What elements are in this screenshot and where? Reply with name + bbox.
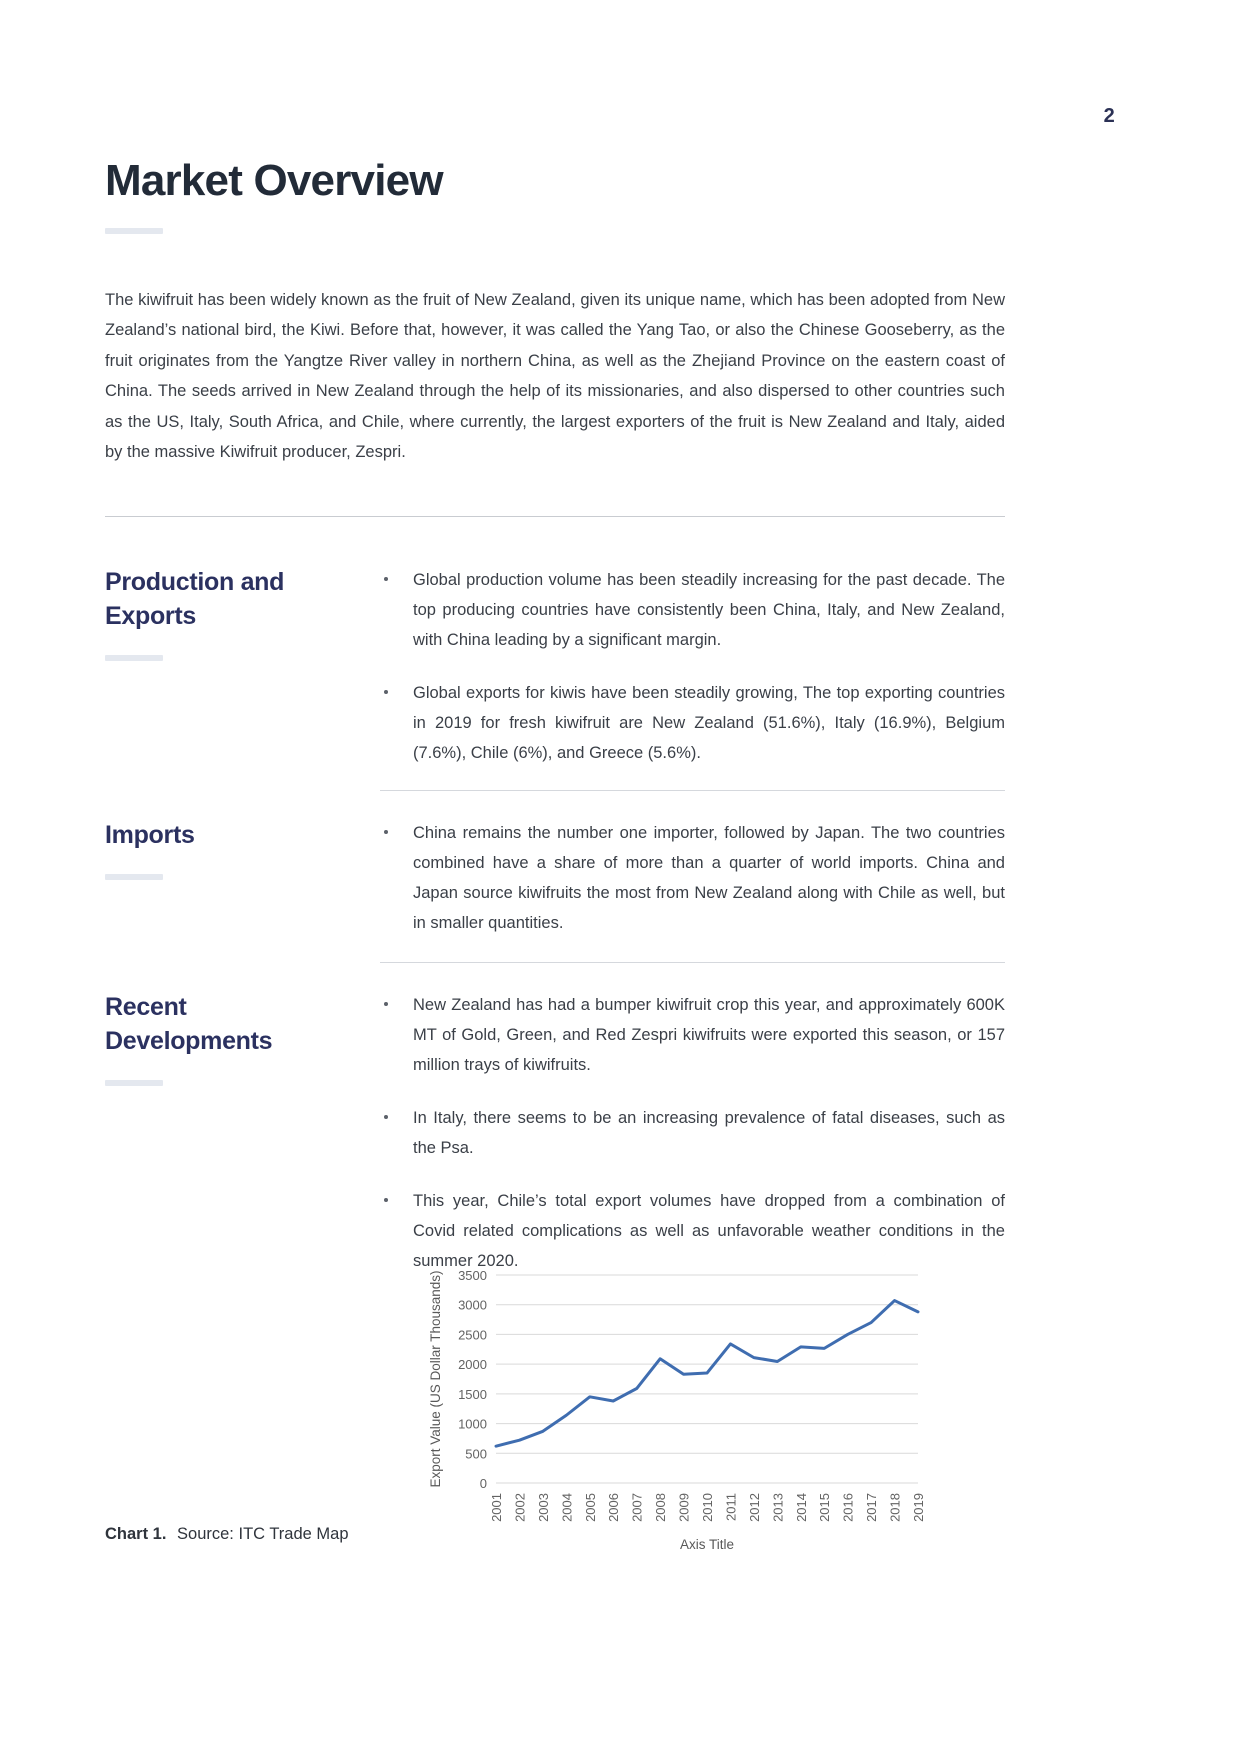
bullet-dot-icon: [384, 577, 388, 581]
list-item: [380, 678, 1005, 768]
section-divider-imports: [380, 790, 1005, 791]
list-item-text: This year, Chile’s total export volumes have dropped from a combination of Covid related complications as well as unfavorable weather conditions in the summer 2020.: [413, 1192, 1005, 1270]
section-heading-block: [105, 565, 360, 661]
section-heading-label: Recent Developments: [105, 993, 273, 1055]
section-body: [380, 818, 1005, 938]
list-item-text: Global exports for kiwis have been steadily growing, The top exporting countries in 2019 for fresh kiwifruit are New Zealand (51.6%), Italy (16.9%), Belgium (7.6%), Chile (6%), and Greece (5.6%).: [413, 684, 1005, 762]
chart-x-tick-label: 2010: [700, 1493, 715, 1522]
section-underline-rule: [105, 1080, 163, 1086]
chart-caption-source: Source: ITC Trade Map: [177, 1525, 349, 1543]
bullet-dot-icon: [384, 1115, 388, 1119]
bullet-dot-icon: [384, 1002, 388, 1006]
section-divider-top: [105, 516, 1005, 517]
page-number: 2: [1103, 105, 1115, 127]
section-divider-recent: [380, 962, 1005, 963]
section-body: [380, 565, 1005, 768]
bullet-dot-icon: [384, 690, 388, 694]
intro-paragraph: The kiwifruit has been widely known as the fruit of New Zealand, given its unique name, which has been adopted from New Zealand’s national bird, the Kiwi. Before that, however, it was called the Yang Tao, or also the Chinese Gooseberry, as the fruit originates from the Yangtze River valley in northern China, as well as the Zhejiand Province on the eastern coast of China. The seeds arrived in New Zealand through the help of its missionaries, and also dispersed to other countries such as the US, Italy, South Africa, and Chile, where currently, the largest exporters of the fruit is New Zealand and Italy, aided by the massive Kiwifruit producer, Zespri.: [105, 290, 1005, 461]
list-item-text: China remains the number one importer, followed by Japan. The two countries combined have a share of more than a quarter of world imports. China and Japan source kiwifruits the most from New Zealand along with Chile as well, but in smaller quantities.: [413, 824, 1005, 932]
title-underline-rule: [105, 228, 163, 234]
bullet-dot-icon: [384, 1198, 388, 1202]
chart-x-tick-label: 2012: [746, 1493, 762, 1522]
page-title: Market Overview: [105, 156, 443, 206]
list-item: [380, 990, 1005, 1080]
section-heading-block: [105, 818, 360, 880]
chart-series-line: [496, 1301, 918, 1447]
chart-x-tick-label: 2008: [653, 1493, 669, 1522]
section-underline-rule: [105, 874, 163, 880]
chart-y-tick-label: 2500: [458, 1327, 487, 1343]
chart-x-tick-label: 2001: [489, 1493, 504, 1522]
chart-x-tick-label: 2003: [535, 1493, 551, 1522]
list-item-text: In Italy, there seems to be an increasing prevalence of fatal diseases, such as the Psa.: [413, 1109, 1005, 1157]
chart-caption-label: Chart 1.: [105, 1525, 167, 1543]
chart-y-tick-label: 0: [479, 1476, 487, 1491]
chart-x-tick-label: 2014: [793, 1493, 809, 1522]
list-item-text: New Zealand has had a bumper kiwifruit crop this year, and approximately 600K MT of Gold, Green, and Red Zespri kiwifruits were exported this season, or 157 million trays of kiwifruits.: [413, 996, 1005, 1074]
bullet-list: [380, 565, 1005, 768]
chart-caption: [105, 1525, 349, 1544]
section-heading-label: Imports: [105, 821, 195, 849]
chart-x-tick-label: 2002: [512, 1493, 528, 1522]
section-heading-label: Production and Exports: [105, 568, 285, 630]
section-heading-block: [105, 990, 360, 1086]
chart-x-tick-label: 2019: [911, 1493, 926, 1522]
chart-x-tick-label: 2016: [840, 1493, 856, 1522]
chart-x-tick-label: 2007: [629, 1493, 645, 1522]
list-item: [380, 565, 1005, 655]
bullet-list: [380, 818, 1005, 938]
chart-x-tick-label: 2015: [817, 1493, 833, 1522]
bullet-dot-icon: [384, 830, 388, 834]
section-underline-rule: [105, 655, 163, 661]
chart-y-tick-label: 2000: [458, 1357, 487, 1373]
chart-y-tick-label: 500: [465, 1446, 487, 1462]
chart-x-tick-label: 2018: [887, 1493, 903, 1522]
chart-y-tick-label: 1000: [458, 1416, 487, 1432]
chart-canvas: [418, 1265, 928, 1550]
chart-x-tick-label: 2004: [559, 1493, 575, 1522]
list-item: [380, 818, 1005, 938]
section-body: [380, 990, 1005, 1276]
list-item-text: Global production volume has been steadily increasing for the past decade. The top producing countries have consistently been China, Italy, and New Zealand, with China leading by a significant margin.: [413, 571, 1005, 649]
chart-y-tick-label: 3500: [458, 1268, 487, 1283]
list-item: [380, 1103, 1005, 1163]
chart-x-tick-label: 2005: [582, 1493, 598, 1522]
chart-x-tick-label: 2013: [770, 1493, 786, 1522]
chart-x-tick-label: 2009: [676, 1493, 692, 1522]
bullet-list: [380, 990, 1005, 1276]
export-value-line-chart: [418, 1265, 928, 1550]
chart-x-tick-label: 2006: [606, 1493, 622, 1522]
list-item: [380, 1186, 1005, 1276]
chart-y-axis-title: Export Value (US Dollar Thousands): [428, 1270, 443, 1488]
chart-y-tick-label: 3000: [458, 1297, 487, 1313]
chart-x-axis-title: Axis Title: [679, 1537, 735, 1550]
chart-x-tick-label: 2017: [864, 1493, 880, 1522]
chart-y-tick-label: 1500: [458, 1386, 487, 1402]
chart-x-tick-label: 2011: [723, 1493, 739, 1521]
